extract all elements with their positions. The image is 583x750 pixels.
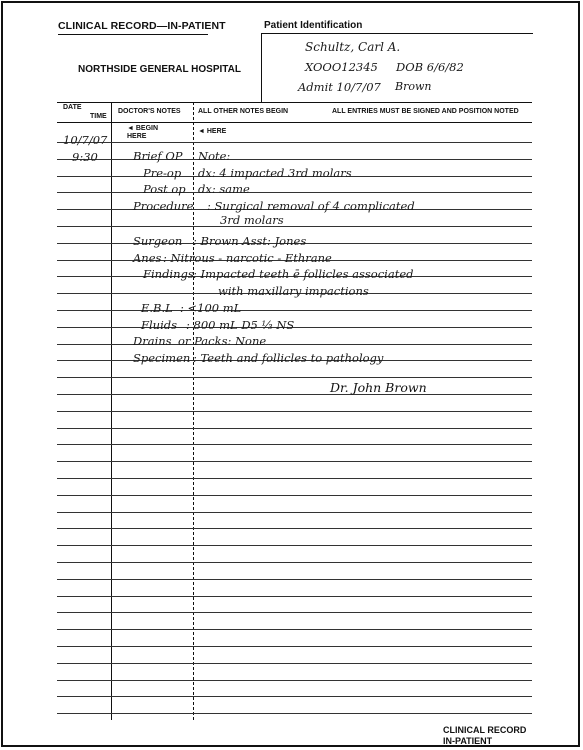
note-label-11: Drains bbox=[133, 334, 172, 348]
title-underline bbox=[58, 34, 208, 35]
ruled-line bbox=[57, 680, 532, 681]
note-label-12: Specimen bbox=[133, 351, 191, 365]
ruled-line bbox=[57, 394, 532, 395]
note-label-10: Fluids bbox=[141, 318, 178, 332]
note-label-9: E.B.L bbox=[141, 301, 173, 315]
ruled-line bbox=[57, 478, 532, 479]
ruled-line bbox=[57, 428, 532, 429]
ruled-line bbox=[57, 696, 532, 697]
ruled-line bbox=[57, 512, 532, 513]
note-text-9: : <100 mL bbox=[180, 301, 242, 315]
begin-here-marker: ◄ BEGIN HERE bbox=[127, 125, 159, 140]
ruled-line bbox=[57, 377, 532, 378]
note-label-3: Procedure bbox=[133, 199, 194, 213]
patient-dob: DOB 6/6/82 bbox=[396, 60, 464, 74]
ruled-line bbox=[57, 629, 532, 630]
note-text-7: : Impacted teeth ē follicles associated bbox=[193, 267, 414, 281]
entry-time: 9:30 bbox=[72, 150, 98, 164]
footer-record-label bbox=[443, 725, 526, 747]
ruled-line bbox=[57, 528, 532, 529]
note-label-5: Surgeon bbox=[133, 234, 183, 248]
note-label-1: Pre-op bbox=[143, 166, 182, 180]
note-text-11: or Packs: None bbox=[178, 334, 267, 348]
ruled-line bbox=[57, 192, 532, 193]
here-marker: ◄ HERE bbox=[198, 128, 227, 135]
patient-number: XOOO12345 bbox=[305, 60, 378, 74]
ruled-line bbox=[57, 461, 532, 462]
admit-date: Admit 10/7/07 bbox=[298, 80, 381, 94]
note-text-4: 3rd molars bbox=[220, 213, 284, 227]
ruled-line bbox=[57, 596, 532, 597]
grid-header-rule bbox=[57, 122, 532, 123]
ruled-line bbox=[57, 713, 532, 714]
note-text-6: : Nitrous - narcotic - Ethrane bbox=[163, 251, 332, 265]
note-text-12: : Teeth and follicles to pathology bbox=[193, 351, 384, 365]
ruled-line bbox=[57, 444, 532, 445]
ruled-line bbox=[57, 411, 532, 412]
col-doctor-notes: DOCTOR'S NOTES bbox=[118, 108, 181, 115]
note-label-2: Post op bbox=[143, 182, 186, 196]
doctor-signature: Dr. John Brown bbox=[330, 380, 427, 395]
entry-date: 10/7/07 bbox=[63, 133, 108, 147]
ruled-line bbox=[57, 142, 532, 143]
col-other-notes: ALL OTHER NOTES BEGIN bbox=[198, 108, 289, 115]
col-signed-note: ALL ENTRIES MUST BE SIGNED AND POSITION NOTED bbox=[332, 108, 519, 115]
note-text-10: : 800 mL D5 ⅓ NS bbox=[186, 318, 295, 332]
grid-top-rule bbox=[57, 102, 532, 103]
col-date: DATE bbox=[63, 104, 82, 111]
ruled-line bbox=[57, 159, 532, 160]
ruled-line bbox=[57, 579, 532, 580]
note-text-3: : Surgical removal of 4 complicated bbox=[207, 199, 415, 213]
ruled-line bbox=[57, 663, 532, 664]
ruled-line bbox=[57, 612, 532, 613]
note-label-7: Findings bbox=[143, 267, 194, 281]
note-label-6: Anes bbox=[133, 251, 162, 265]
note-text-0: Note: bbox=[198, 149, 231, 163]
ruled-line bbox=[57, 327, 532, 328]
record-title: CLINICAL RECORD—IN-PATIENT bbox=[58, 20, 226, 32]
ruled-line bbox=[57, 495, 532, 496]
footer-line-2: IN-PATIENT bbox=[443, 736, 493, 746]
ruled-line bbox=[57, 562, 532, 563]
footer-line-1: CLINICAL RECORD bbox=[443, 725, 527, 735]
note-label-0: Brief OP bbox=[133, 149, 183, 163]
notes-grid bbox=[57, 102, 532, 720]
ruled-line bbox=[57, 310, 532, 311]
patient-id-label: Patient Identification bbox=[264, 20, 363, 31]
note-text-5: : Brown Asst: Jones bbox=[193, 234, 307, 248]
ruled-line bbox=[57, 226, 532, 227]
hospital-name: NORTHSIDE GENERAL HOSPITAL bbox=[78, 64, 241, 75]
col-time: TIME bbox=[90, 113, 107, 120]
note-text-2: dx: same bbox=[198, 182, 250, 196]
attending-doctor: Brown bbox=[395, 80, 432, 93]
patient-name: Schultz, Carl A. bbox=[305, 40, 401, 54]
note-text-8: with maxillary impactions bbox=[218, 284, 369, 298]
ruled-line bbox=[57, 344, 532, 345]
ruled-line bbox=[57, 545, 532, 546]
note-text-1: dx: 4 impacted 3rd molars bbox=[198, 166, 352, 180]
ruled-line bbox=[57, 646, 532, 647]
